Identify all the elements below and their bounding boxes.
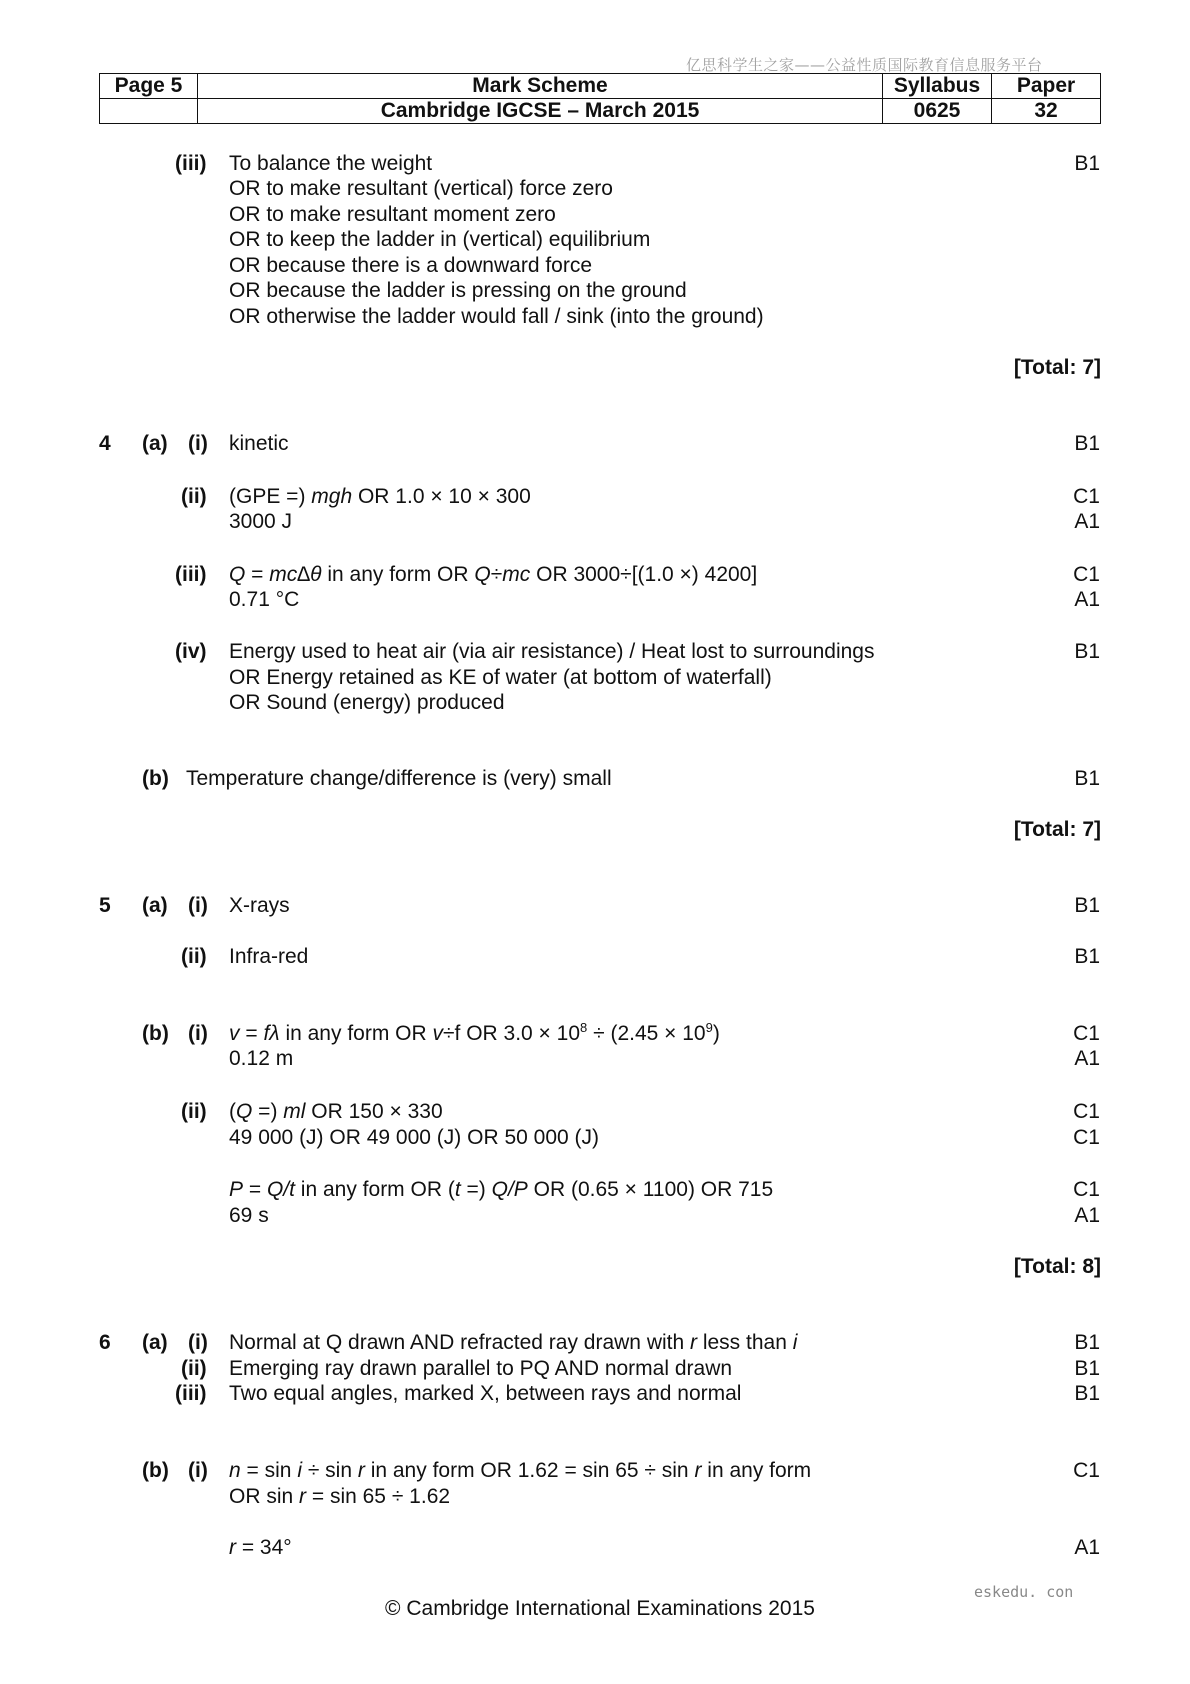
mark: B1 <box>1074 1331 1100 1354</box>
q4-a-iii-label: (iii) <box>175 563 207 586</box>
q3-iii-label: (iii) <box>175 152 207 175</box>
mark: C1 <box>1073 1100 1100 1123</box>
mark: B1 <box>1074 767 1100 790</box>
q6-a-ii-label: (ii) <box>181 1357 207 1380</box>
q4-a-iv-label: (iv) <box>175 640 207 663</box>
doc-subtitle: Cambridge IGCSE – March 2015 <box>198 99 883 124</box>
q4-a-i-label: (i) <box>188 432 208 455</box>
mark: A1 <box>1074 510 1100 533</box>
mark: C1 <box>1073 485 1100 508</box>
q4-b-text: Temperature change/difference is (very) small <box>186 767 612 790</box>
q3-iii-line: To balance the weight <box>229 152 433 175</box>
q5-b-ii-line3: P = Q/t in any form OR (t =) Q/P OR (0.65 × 1100) OR 715 <box>229 1178 774 1201</box>
q5-total: [Total: 8] <box>1013 1255 1101 1278</box>
mark: C1 <box>1073 563 1100 586</box>
q6-a-iii-label: (iii) <box>175 1382 207 1405</box>
mark: A1 <box>1074 1536 1100 1559</box>
mark: B1 <box>1074 152 1100 175</box>
mark: B1 <box>1074 432 1100 455</box>
q5-a-label: (a) <box>142 894 168 917</box>
copyright-footer: © Cambridge International Examinations 2015 <box>385 1597 815 1620</box>
q4-a-iii-line1: Q = mc∆θ in any form OR Q÷mc OR 3000÷[(1.0 ×) 4200] <box>229 563 758 586</box>
q4-a-iv-line: Energy used to heat air (via air resistance) / Heat lost to surroundings <box>229 640 875 663</box>
q4-number: 4 <box>99 432 111 455</box>
mark: B1 <box>1074 945 1100 968</box>
q4-a-ii-label: (ii) <box>181 485 207 508</box>
page-number-blank <box>100 99 198 124</box>
paper-label: Paper <box>992 74 1101 99</box>
q6-b-i-line1: n = sin i ÷ sin r in any form OR 1.62 = sin 65 ÷ sin r in any form <box>229 1459 812 1482</box>
mark: B1 <box>1074 640 1100 663</box>
q6-b-i-line2: OR sin r = sin 65 ÷ 1.62 <box>229 1485 451 1508</box>
q5-a-i-text: X-rays <box>229 894 290 917</box>
mark: B1 <box>1074 1357 1100 1380</box>
q6-a-i-label: (i) <box>188 1331 208 1354</box>
mark: B1 <box>1074 1382 1100 1405</box>
q4-a-iv-line: OR Energy retained as KE of water (at bottom of waterfall) <box>229 666 772 689</box>
header-table <box>99 73 1101 124</box>
q6-a-iii-text: Two equal angles, marked X, between rays and normal <box>229 1382 742 1405</box>
q6-b-i-answer: r = 34° <box>229 1536 292 1559</box>
mark: C1 <box>1073 1126 1100 1149</box>
q4-a-ii-line2: 3000 J <box>229 510 293 533</box>
q6-b-label: (b) <box>142 1459 169 1482</box>
q3-iii-line: OR otherwise the ladder would fall / sink (into the ground) <box>229 305 764 328</box>
q4-b-label: (b) <box>142 767 169 790</box>
page-number: Page 5 <box>100 74 198 99</box>
mark: A1 <box>1074 1204 1100 1227</box>
syllabus-label: Syllabus <box>883 74 992 99</box>
q6-b-i-label: (i) <box>188 1459 208 1482</box>
q4-total: [Total: 7] <box>1013 818 1101 841</box>
watermark: 亿思科学生之家——公益性质国际教育信息服务平台 <box>686 56 1043 74</box>
q3-iii-line: OR because the ladder is pressing on the ground <box>229 279 687 302</box>
mark: C1 <box>1073 1022 1100 1045</box>
q6-number: 6 <box>99 1331 111 1354</box>
q4-a-label: (a) <box>142 432 168 455</box>
q5-b-i-label: (i) <box>188 1022 208 1045</box>
q3-iii-line: OR to keep the ladder in (vertical) equilibrium <box>229 228 651 251</box>
mark: B1 <box>1074 894 1100 917</box>
q5-number: 5 <box>99 894 111 917</box>
q3-iii-line: OR because there is a downward force <box>229 254 593 277</box>
q5-b-ii-line2: 49 000 (J) OR 49 000 (J) OR 50 000 (J) <box>229 1126 599 1149</box>
q4-a-i-text: kinetic <box>229 432 289 455</box>
q5-a-ii-label: (ii) <box>181 945 207 968</box>
q5-b-ii-line1: (Q =) ml OR 150 × 330 <box>229 1100 443 1123</box>
q4-a-ii-line1: (GPE =) mgh OR 1.0 × 10 × 300 <box>229 485 531 508</box>
mark: C1 <box>1073 1178 1100 1201</box>
q5-b-ii-label: (ii) <box>181 1100 207 1123</box>
doc-title: Mark Scheme <box>198 74 883 99</box>
q4-a-iii-line2: 0.71 °C <box>229 588 300 611</box>
q3-iii-line: OR to make resultant moment zero <box>229 203 556 226</box>
q6-a-i-text: Normal at Q drawn AND refracted ray drawn with r less than i <box>229 1331 798 1354</box>
mark: C1 <box>1073 1459 1100 1482</box>
brand-watermark: eskedu. con <box>974 1583 1074 1601</box>
q4-a-iv-line: OR Sound (energy) produced <box>229 691 505 714</box>
mark: A1 <box>1074 1047 1100 1070</box>
q6-a-label: (a) <box>142 1331 168 1354</box>
q5-b-ii-line4: 69 s <box>229 1204 269 1227</box>
mark: A1 <box>1074 588 1100 611</box>
q5-b-i-line1: v = fλ in any form OR v÷f OR $3.0 \times 10^8 \div (2.45 \times 10^9)$ <box>229 1020 720 1045</box>
q3-iii-line: OR to make resultant (vertical) force zero <box>229 177 613 200</box>
q5-a-ii-text: Infra-red <box>229 945 309 968</box>
paper-code: 32 <box>992 99 1101 124</box>
q5-b-label: (b) <box>142 1022 169 1045</box>
q3-total: [Total: 7] <box>1013 356 1101 379</box>
syllabus-code: 0625 <box>883 99 992 124</box>
q6-a-ii-text: Emerging ray drawn parallel to PQ AND normal drawn <box>229 1357 733 1380</box>
q5-a-i-label: (i) <box>188 894 208 917</box>
q5-b-i-line2: 0.12 m <box>229 1047 294 1070</box>
